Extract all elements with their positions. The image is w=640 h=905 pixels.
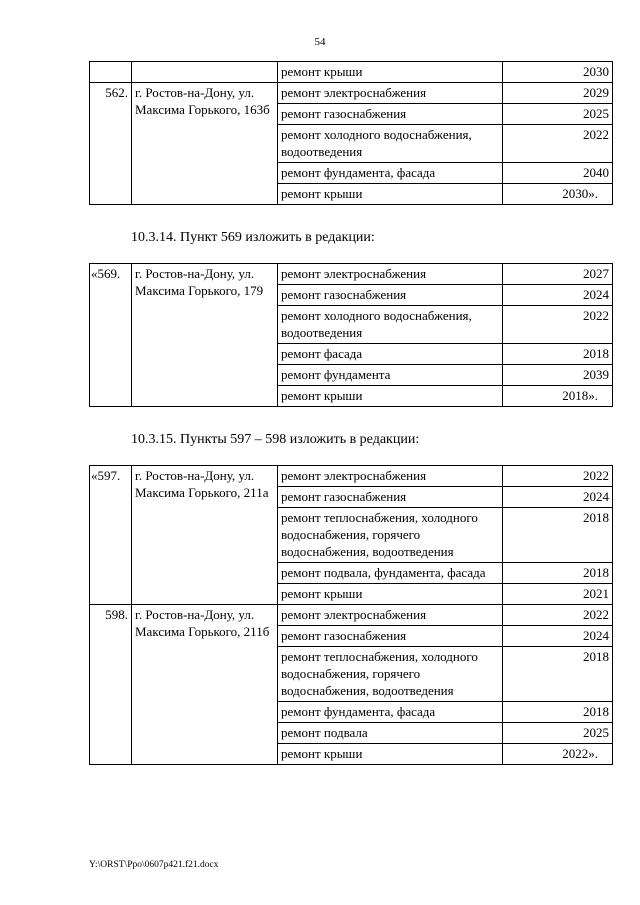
- table-row: [90, 466, 613, 487]
- repair-type-cell: ремонт крыши: [278, 184, 503, 205]
- repair-type-cell: ремонт холодного водоснабжения, водоотведения: [278, 306, 503, 344]
- repair-year-cell: 2024: [503, 285, 613, 306]
- repair-year-cell: 2018: [503, 563, 613, 584]
- paragraph-10-3-15: 10.3.15. Пункты 597 – 598 изложить в редакции:: [131, 432, 420, 447]
- item-number-cell: 598.: [90, 605, 132, 765]
- repair-year-cell: 2027: [503, 264, 613, 285]
- repair-type-cell: ремонт газоснабжения: [278, 285, 503, 306]
- repair-year-cell: 2024: [503, 487, 613, 508]
- item-number-cell: [90, 62, 132, 83]
- repair-year-cell: 2022».: [503, 744, 613, 765]
- repair-type-cell: ремонт холодного водоснабжения, водоотведения: [278, 125, 503, 163]
- page-number: 54: [314, 36, 326, 48]
- repair-year-cell: 2029: [503, 83, 613, 104]
- paragraph-10-3-14: 10.3.14. Пункт 569 изложить в редакции:: [131, 230, 375, 245]
- item-number-cell: «569.: [90, 264, 132, 407]
- repair-type-cell: ремонт газоснабжения: [278, 487, 503, 508]
- repair-year-cell: 2018: [503, 344, 613, 365]
- repair-type-cell: ремонт электроснабжения: [278, 466, 503, 487]
- repair-year-cell: 2022: [503, 605, 613, 626]
- table-row: [90, 83, 613, 104]
- file-path-footer: Y:\ORST\Ppo\0607p421.f21.docx: [89, 860, 219, 870]
- repair-type-cell: ремонт газоснабжения: [278, 104, 503, 125]
- repair-type-cell: ремонт крыши: [278, 584, 503, 605]
- repair-type-cell: ремонт фундамента: [278, 365, 503, 386]
- repair-year-cell: 2021: [503, 584, 613, 605]
- repair-year-cell: 2018».: [503, 386, 613, 407]
- address-cell: г. Ростов-на-Дону, ул. Максима Горького, 163б: [132, 83, 278, 205]
- repair-year-cell: 2022: [503, 125, 613, 163]
- repair-type-cell: ремонт фундамента, фасада: [278, 702, 503, 723]
- repair-type-cell: ремонт фасада: [278, 344, 503, 365]
- address-cell: [132, 62, 278, 83]
- repair-year-cell: 2030».: [503, 184, 613, 205]
- table-repair-schedule-597-598: [89, 465, 613, 765]
- repair-type-cell: ремонт электроснабжения: [278, 264, 503, 285]
- table-row: [90, 605, 613, 626]
- repair-type-cell: ремонт крыши: [278, 386, 503, 407]
- repair-year-cell: 2030: [503, 62, 613, 83]
- repair-type-cell: ремонт электроснабжения: [278, 605, 503, 626]
- repair-year-cell: 2018: [503, 508, 613, 563]
- address-cell: г. Ростов-на-Дону, ул. Максима Горького, 179: [132, 264, 278, 407]
- repair-type-cell: ремонт крыши: [278, 62, 503, 83]
- item-number-cell: 562.: [90, 83, 132, 205]
- repair-type-cell: ремонт газоснабжения: [278, 626, 503, 647]
- address-cell: г. Ростов-на-Дону, ул. Максима Горького, 211а: [132, 466, 278, 605]
- repair-type-cell: ремонт крыши: [278, 744, 503, 765]
- table-row: [90, 264, 613, 285]
- repair-year-cell: 2018: [503, 647, 613, 702]
- repair-year-cell: 2024: [503, 626, 613, 647]
- table-repair-schedule-569: [89, 263, 613, 407]
- repair-type-cell: ремонт подвала: [278, 723, 503, 744]
- repair-year-cell: 2040: [503, 163, 613, 184]
- address-cell: г. Ростов-на-Дону, ул. Максима Горького, 211б: [132, 605, 278, 765]
- repair-type-cell: ремонт электроснабжения: [278, 83, 503, 104]
- repair-year-cell: 2025: [503, 104, 613, 125]
- repair-year-cell: 2039: [503, 365, 613, 386]
- repair-year-cell: 2022: [503, 466, 613, 487]
- repair-year-cell: 2025: [503, 723, 613, 744]
- repair-type-cell: ремонт теплоснабжения, холодного водоснабжения, горячего водоснабжения, водоотведения: [278, 508, 503, 563]
- repair-year-cell: 2018: [503, 702, 613, 723]
- table-repair-schedule-1: [89, 61, 613, 205]
- repair-type-cell: ремонт фундамента, фасада: [278, 163, 503, 184]
- repair-type-cell: ремонт подвала, фундамента, фасада: [278, 563, 503, 584]
- repair-type-cell: ремонт теплоснабжения, холодного водоснабжения, горячего водоснабжения, водоотведения: [278, 647, 503, 702]
- table-row: [90, 62, 613, 83]
- repair-year-cell: 2022: [503, 306, 613, 344]
- item-number-cell: «597.: [90, 466, 132, 605]
